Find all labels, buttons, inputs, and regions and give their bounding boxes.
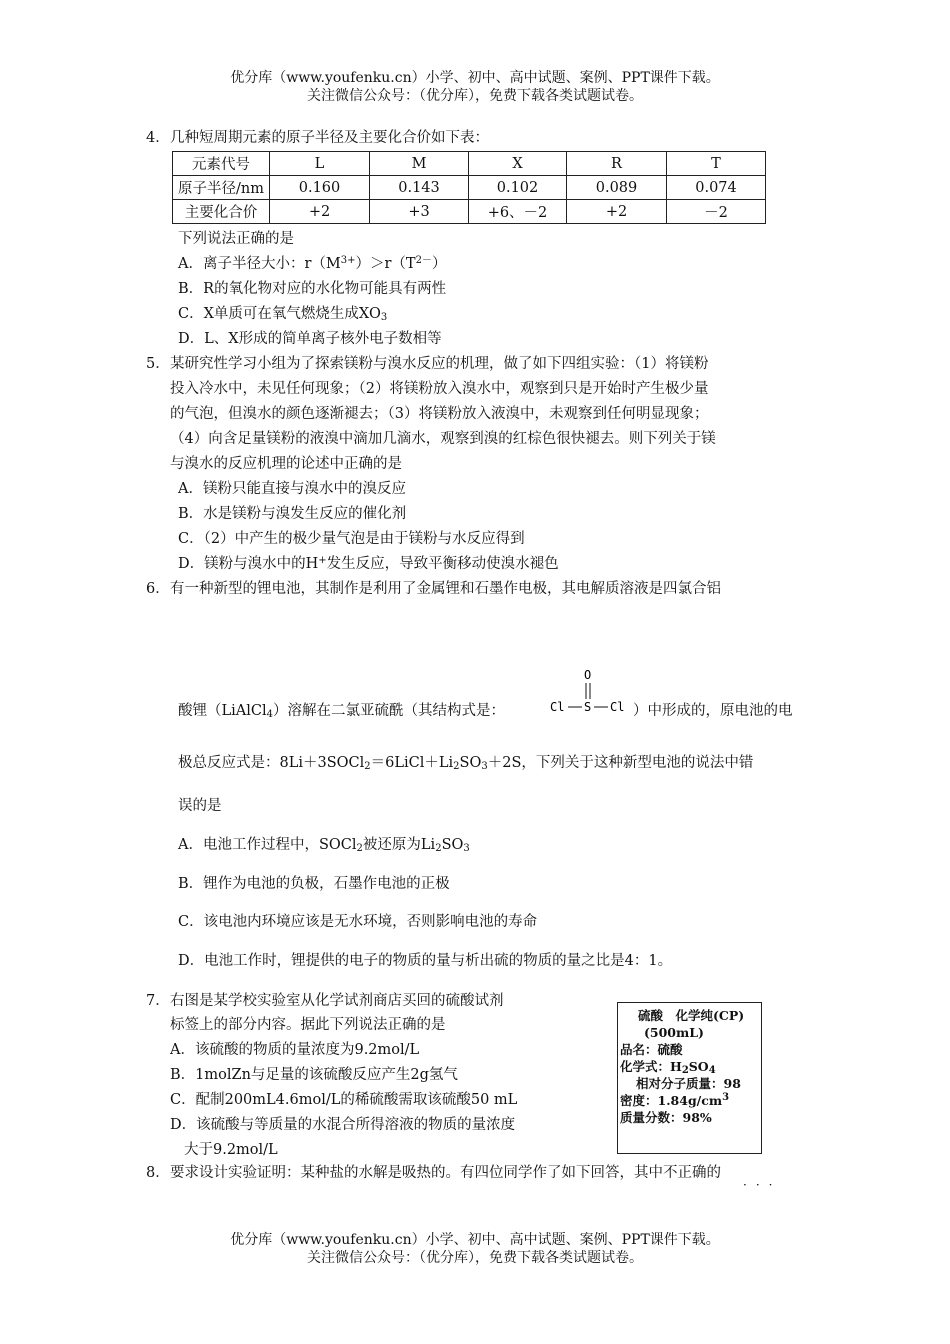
table-cell: 0.089 — [567, 176, 667, 200]
question-5-line: （4）向含足量镁粉的液溴中滴加几滴水，观察到溴的红棕色很快褪去。则下列关于镁 — [170, 431, 716, 447]
question-5-option-d: D．镁粉与溴水中的H+发生反应，导致平衡移动使溴水褪色 — [178, 555, 559, 572]
question-4-stem: 几种短周期元素的原子半径及主要化合价如下表： — [170, 130, 489, 146]
question-4-option-a: A．离子半径大小：$r(M^{3+})>r(T^{2-})$ — [178, 255, 447, 272]
question-7-line2: 标签上的部分内容。据此下列说法正确的是 — [170, 1017, 446, 1033]
label-volume: (500mL) — [644, 1025, 704, 1040]
table-cell: L — [270, 152, 370, 176]
question-7-option-b: B．1molZn与足量的该硫酸反应产生2g氢气 — [170, 1067, 458, 1083]
label-density: 密度：$1.84g/cm^3$ — [620, 1092, 730, 1108]
socl2-structure — [548, 665, 634, 721]
question-5-line: 的气泡，但溴水的颜色逐渐褪去；（3）将镁粉放入液溴中，未观察到任何明显现象； — [170, 406, 709, 422]
table-cell: 0.160 — [270, 176, 370, 200]
table-row — [173, 152, 766, 176]
table-cell: +2 — [270, 200, 370, 224]
page-footer-line2: 关注微信公众号：（优分库），免费下载各类试题试卷。 — [307, 1250, 643, 1266]
element-table — [172, 151, 766, 224]
struct-sulfur: S — [584, 700, 592, 714]
question-6-line2-end: ）中形成的，原电池的电 — [633, 703, 793, 719]
table-cell: 0.074 — [667, 176, 766, 200]
table-cell: R — [567, 152, 667, 176]
table-row — [173, 176, 766, 200]
question-7-option-a: A．该硫酸的物质的量浓度为9.2mol/L — [170, 1042, 420, 1058]
question-6-number: 6． — [146, 581, 170, 597]
question-5-number: 5． — [146, 356, 170, 372]
table-cell: 原子半径/nm — [173, 176, 270, 200]
question-5-line: 与溴水的反应机理的论述中正确的是 — [170, 456, 402, 472]
table-cell: 0.102 — [469, 176, 567, 200]
question-6-line3: 极总反应式是：$8Li+3SOCl_2=6LiCl+Li_2SO_3+2S$，下列关于这种新型电池的说法中错 — [178, 755, 754, 772]
question-7-option-d-cont: 大于9.2mol/L — [184, 1142, 278, 1158]
label-title: 硫酸 化学纯(CP) — [638, 1008, 745, 1023]
table-cell: T — [667, 152, 766, 176]
question-6-option-d: D．电池工作时，锂提供的电子的物质的量与析出硫的物质的量之比是4：1。 — [178, 953, 673, 969]
question-6-line1: 有一种新型的锂电池，其制作是利用了金属锂和石墨作电极，其电解质溶液是四氯合铝 — [170, 581, 721, 597]
question-4-option-b: B．R的氧化物对应的水化物可能具有两性 — [178, 281, 447, 297]
question-7-number: 7． — [146, 993, 170, 1009]
table-row — [173, 200, 766, 224]
question-6-option-b: B．锂作为电池的负极，石墨作电池的正极 — [178, 876, 450, 892]
question-6-line4: 误的是 — [178, 798, 222, 814]
question-6-option-c: C．该电池内环境应该是无水环境，否则影响电池的寿命 — [178, 914, 538, 930]
question-8-number: 8． — [146, 1165, 170, 1181]
label-formula: 化学式：$H_2SO_4$ — [620, 1059, 716, 1076]
struct-oxygen: O — [584, 668, 592, 682]
emphasis-dots: ··· — [743, 1178, 782, 1192]
table-cell: M — [370, 152, 469, 176]
question-5-line: 某研究性学习小组为了探索镁粉与溴水反应的机理，做了如下四组实验：（1）将镁粉 — [170, 356, 709, 372]
table-cell: +2 — [567, 200, 667, 224]
table-cell: X — [469, 152, 567, 176]
question-4-number: 4． — [146, 130, 170, 146]
question-7-option-c: C．配制200mL4.6mol/L的稀硫酸需取该硫酸50 mL — [170, 1092, 518, 1108]
label-mass-fraction: 质量分数：98% — [620, 1110, 712, 1125]
question-5-option-b: B．水是镁粉与溴发生反应的催化剂 — [178, 506, 407, 522]
table-cell: 元素代号 — [173, 152, 270, 176]
question-8-line1: 要求设计实验证明：某种盐的水解是吸热的。有四位同学作了如下回答，其中不正确的 — [170, 1165, 721, 1181]
table-cell: －2 — [667, 200, 766, 224]
table-cell: 主要化合价 — [173, 200, 270, 224]
question-5-option-a: A．镁粉只能直接与溴水中的溴反应 — [178, 481, 406, 497]
question-4-option-c: C．X单质可在氧气燃烧生成$XO_3$ — [178, 306, 388, 323]
question-7-option-d: D．该硫酸与等质量的水混合所得溶液的物质的量浓度 — [170, 1117, 516, 1133]
question-5-option-c: C．（2）中产生的极少量气泡是由于镁粉与水反应得到 — [178, 531, 525, 547]
label-molar-mass: 相对分子质量：98 — [636, 1076, 741, 1091]
reagent-label — [617, 1002, 762, 1154]
question-6-option-a: A．电池工作过程中，SOCl$_2$被还原为$Li_2SO_3$ — [178, 837, 470, 854]
table-cell: +6、－2 — [469, 200, 567, 224]
page-footer-line1: 优分库（www.youfenku.cn）小学、初中、高中试题、案例、PPT课件下载。 — [230, 1232, 720, 1248]
question-4-option-d: D．L、X形成的简单离子核外电子数相等 — [178, 331, 442, 347]
question-7-line1: 右图是某学校实验室从化学试剂商店买回的硫酸试剂 — [170, 993, 504, 1009]
question-4-prompt: 下列说法正确的是 — [178, 231, 294, 247]
question-5-line: 投入冷水中，未见任何现象；（2）将镁粉放入溴水中，观察到只是开始时产生极少量 — [170, 381, 709, 397]
label-name: 品名：硫酸 — [620, 1042, 683, 1057]
page-header-line2: 关注微信公众号：（优分库），免费下载各类试题试卷。 — [307, 88, 643, 104]
table-cell: 0.143 — [370, 176, 469, 200]
struct-chlorine-left: Cl — [550, 700, 565, 714]
table-cell: +3 — [370, 200, 469, 224]
struct-chlorine-right: Cl — [610, 700, 625, 714]
question-6-line2: 酸锂（LiAlCl$_4$）溶解在二氯亚硫酰（其结构式是： — [178, 703, 505, 720]
page-header-line1: 优分库（www.youfenku.cn）小学、初中、高中试题、案例、PPT课件下载。 — [230, 70, 720, 86]
